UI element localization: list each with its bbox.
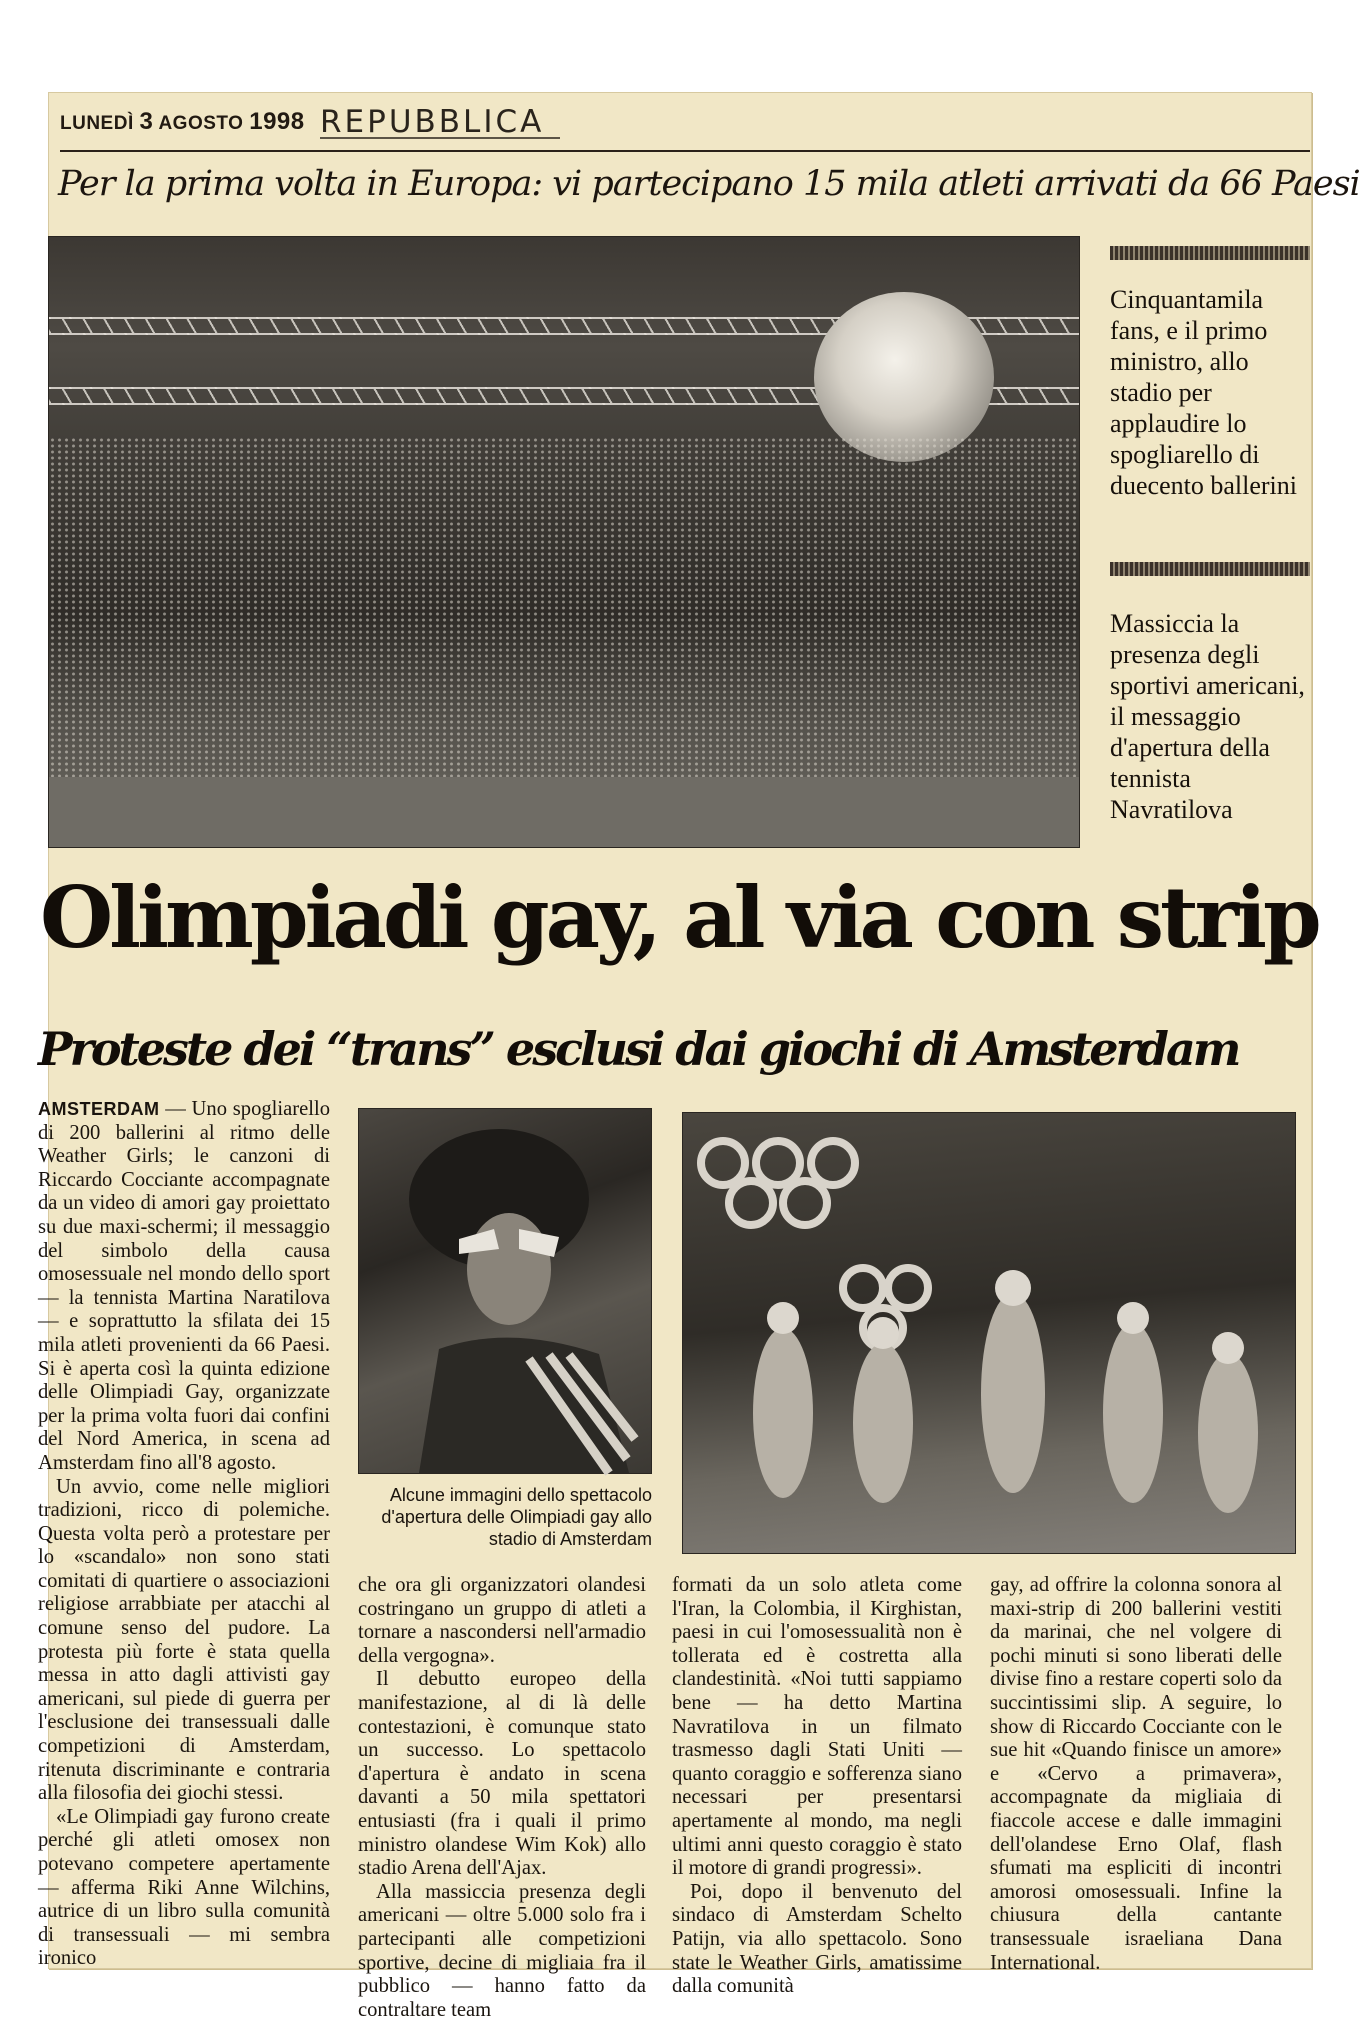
article-column-3 [672, 1574, 962, 1998]
handwritten-text: REPUBBLICA [320, 104, 545, 140]
article-column-2 [358, 1574, 646, 2021]
olympic-ring-props [701, 1141, 928, 1348]
column-1-paragraph-1 [38, 1098, 330, 1476]
column-2-paragraph-1: che ora gli organizzatori olandesi costringano un gruppo di atleti a tornare a nascondersi nell'armadio della vergogna». [358, 1574, 646, 1667]
dancer-figures [753, 1293, 1258, 1513]
column-3-paragraph-2: Poi, dopo il benvenuto del sindaco di Amsterdam Schelto Patijn, via allo spettacolo. Sono state le Weather Girls, amatissime dalla comunità [672, 1880, 962, 1998]
column-1-paragraph-3: «Le Olimpiadi gay furono create perché gli atleti omosex non potevano competere apertamente — afferma Riki Anne Wilchins, autrice di un libro sulla comunità di transessuali — mi sembra ironico [38, 1805, 330, 1970]
dateline-weekday: LUNEDÌ [60, 113, 134, 134]
kicker: Per la prima volta in Europa: vi partecipano 15 mila atleti arrivati da 66 Paesi [58, 164, 1360, 204]
column-1-paragraph-2: Un avvio, come nelle migliori tradizioni, ricco di polemiche. Questa volta però a protestare per lo «scandalo» non sono stati comitati di quartiere o associazioni religiose arrabbiate per atacchi al comune senso del pudore. La protesta più forte è stata quella messa in atto dagli attivisti gay americani, sul piede di guerra per l'esclusione dei transessuali dalle competizioni di Amsterdam, ritenuta discriminante e contraria alla filosofia dei giochi stessi. [38, 1475, 330, 1805]
sidebar-rule-top [1110, 246, 1310, 260]
dateline-month: AGOSTO [158, 113, 244, 134]
dancers-photo [682, 1112, 1296, 1554]
headline: Olimpiadi gay, al via con strip [40, 868, 1318, 967]
performer-photo [358, 1108, 652, 1474]
handwritten-source-note [316, 98, 566, 142]
dateline-day: 3 [139, 108, 154, 135]
face [467, 1213, 551, 1325]
sidebar-note-1: Cinquantamila fans, e il primo ministro, allo stadio per applaudire lo spogliarello di duecento ballerini [1110, 285, 1297, 500]
crowd [49, 437, 1079, 827]
subhead: Proteste dei “trans” esclusi dai giochi di Amsterdam [38, 1022, 1239, 1076]
sidebar-rule-middle [1110, 562, 1310, 576]
dateline [60, 104, 305, 140]
column-1-paragraph-1-text: — Uno spogliarello di 200 ballerini al ritmo delle Weather Girls; le canzoni di Riccardo Cocciante accompagnate da un video di amori gay proiettato su due maxi-schermi; il messaggio del simbolo della causa omosessuale nel mondo dello sport — la tennista Martina Naratilova — e soprattutto la sfilata dei 15 mila atleti provenienti da 66 Paesi. Si è aperta così la quinta edizione delle Olimpiadi Gay, organizzate per la prima volta fuori dai confini del Nord America, in scena ad Amsterdam fino all'8 agosto. [38, 1098, 330, 1474]
performer-illustration [359, 1109, 651, 1473]
article-column-4 [990, 1574, 1282, 1974]
column-2-paragraph-3: Alla massiccia presenza degli americani — oltre 5.000 solo fra i partecipanti alle competizioni sportive, decine di migliaia fra il pubblico — hanno fatto da contraltare team [358, 1880, 646, 2021]
column-2-paragraph-2: Il debutto europeo della manifestazione, al di là delle contestazioni, è comunque stato un successo. Lo spettacolo d'apertura è andato in scena davanti a 50 mila spettatori entusiasti (fra i quali il primo ministro olandese Wim Kok) allo stadio Arena dell'Ajax. [358, 1668, 646, 1880]
sidebar-note-2: Massiccia la presenza degli sportivi americani, il messaggio d'apertura della tennista Navratilova [1110, 609, 1305, 824]
city-dateline: AMSTERDAM [38, 1099, 160, 1119]
dancers-illustration [683, 1113, 1295, 1553]
column-3-paragraph-1: formati da un solo atleta come l'Iran, la Colombia, il Kirghistan, paesi in cui l'omosessualità non è tollerata ed è costretta alla clandestinità. «Noi tutti sappiamo bene — ha detto Martina Navratilova in un filmato trasmesso dagli Stati Uniti — quanto coraggio e sofferenza siano necessari per presentarsi apertamente al mondo, ma negli ultimi anni questo coraggio è stato il motore di grandi progressi». [672, 1574, 962, 1880]
article-column-1 [38, 1098, 330, 1970]
column-4-paragraph-1: gay, ad offrire la colonna sonora al maxi-strip di 200 ballerini vestiti da marinai, che nel volgere di pochi minuti si sono liberati delle divise fino a restare coperti solo da succintissimi slip. A seguire, lo show di Riccardo Cocciante con le sue hit «Quando finisce un amore» e «Cervo a primavera», accompagnate da migliaia di fiaccole accese e dalle immagini dell'olandese Erno Olaf, flash sfumati ma espliciti di incontri amorosi omosessuali. Infine la chiusura della cantante transessuale israeliana Dana International. [990, 1574, 1282, 1974]
top-rule [60, 150, 1310, 152]
dateline-year: 1998 [249, 108, 305, 135]
photo-caption: Alcune immagini dello spettacolo d'apertura delle Olimpiadi gay allo stadio di Amsterdam [381, 1485, 652, 1549]
stadium-field [49, 777, 1079, 847]
stadium-photo [48, 236, 1080, 848]
